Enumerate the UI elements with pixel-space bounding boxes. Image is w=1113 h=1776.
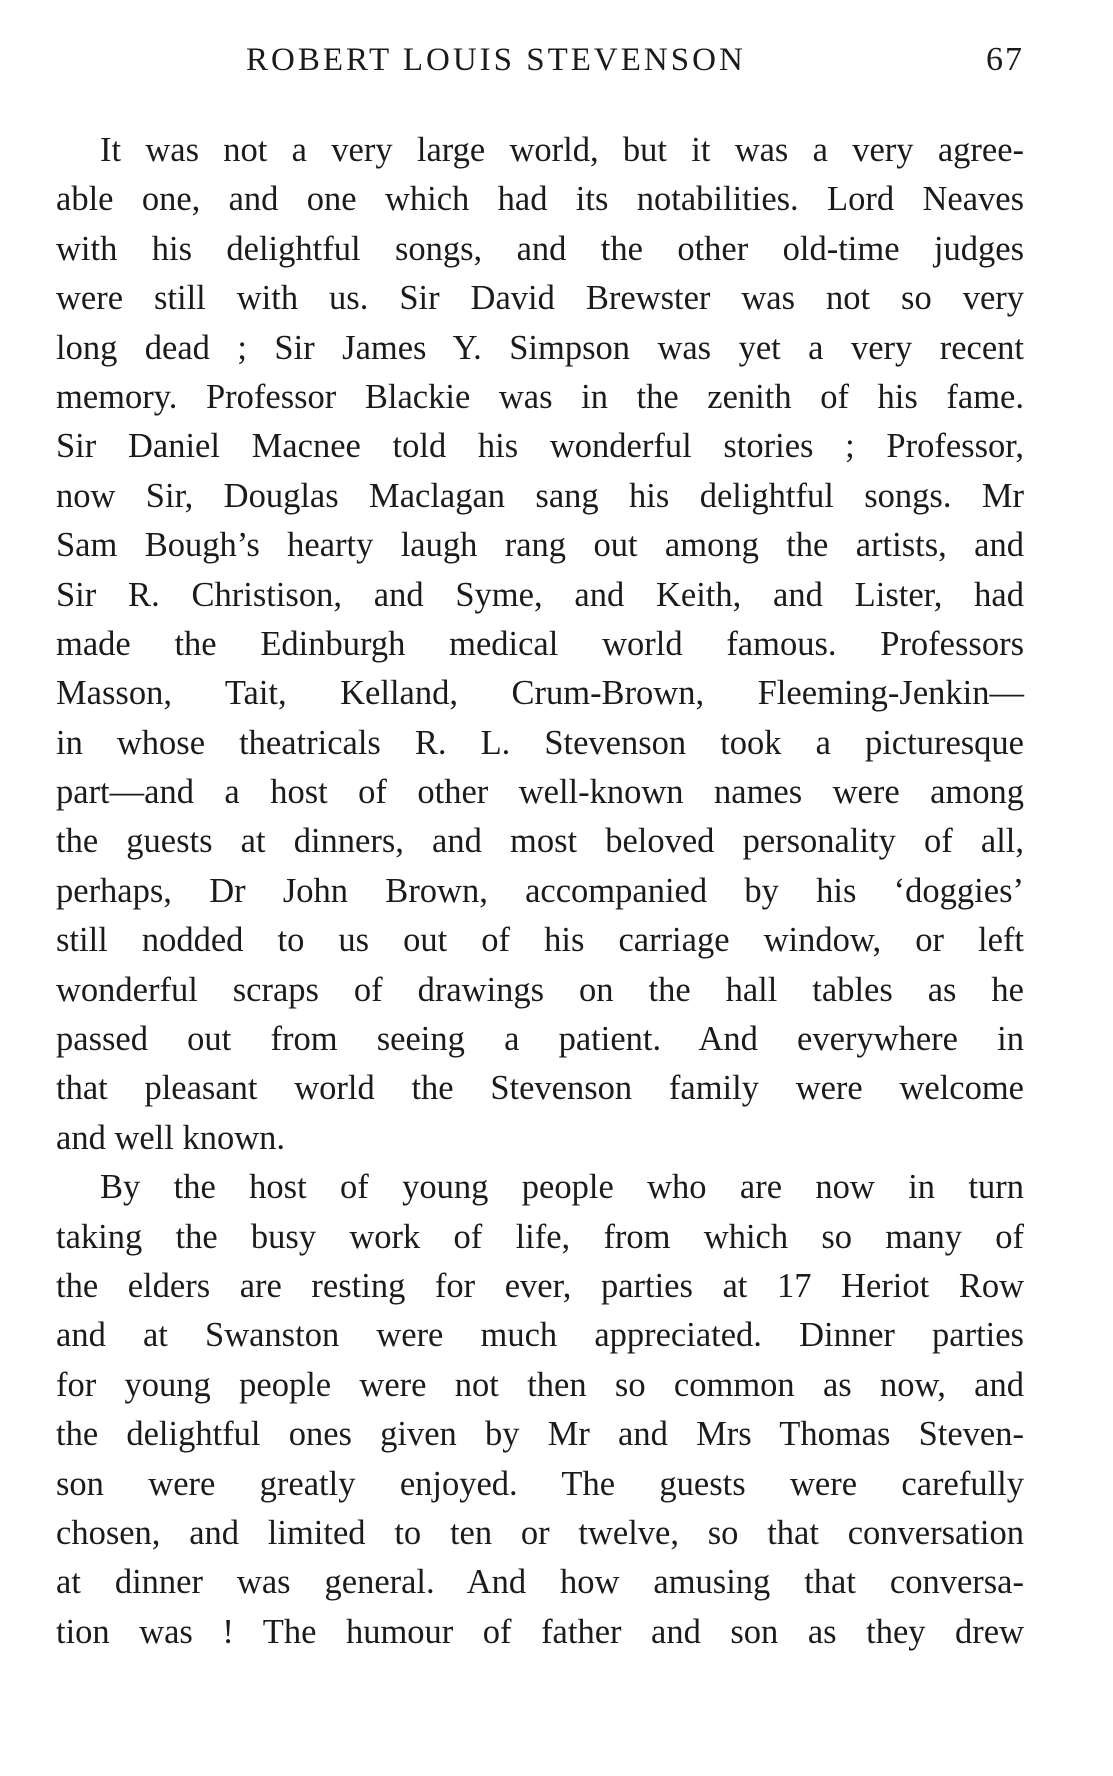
text-line: at dinner was general. And how amusing that conversa- xyxy=(56,1563,1024,1602)
paragraph-2 xyxy=(56,1163,1024,1657)
text-line: for young people were not then so common as now, and xyxy=(56,1365,1024,1404)
running-title: ROBERT LOUIS STEVENSON xyxy=(246,42,746,78)
text-line: and well known. xyxy=(56,1118,286,1157)
text-line: taking the busy work of life, from which so many of xyxy=(56,1217,1024,1256)
text-line: were still with us. Sir David Brewster was not so very xyxy=(56,279,1024,318)
text-line: the elders are resting for ever, parties at 17 Heriot Row xyxy=(56,1266,1024,1305)
text-line: with his delightful songs, and the other old-time judges xyxy=(56,229,1024,268)
text-line: memory. Professor Blackie was in the zenith of his fame. xyxy=(56,377,1024,416)
text-line: the delightful ones given by Mr and Mrs Thomas Steven- xyxy=(56,1415,1024,1454)
text-line: now Sir, Douglas Maclagan sang his delightful songs. Mr xyxy=(56,476,1024,515)
text-line: that pleasant world the Stevenson family were welcome xyxy=(56,1069,1024,1108)
text-line: Sir Daniel Macnee told his wonderful stories ; Professor, xyxy=(56,427,1024,466)
text-line: By the host of young people who are now in turn xyxy=(100,1168,1024,1207)
text-line: part—and a host of other well-known names were among xyxy=(56,773,1024,812)
text-line: still nodded to us out of his carriage window, or left xyxy=(56,921,1024,960)
text-line: Masson, Tait, Kelland, Crum-Brown, Fleeming-Jenkin— xyxy=(56,674,1024,713)
text-line: Sir R. Christison, and Syme, and Keith, and Lister, had xyxy=(56,575,1024,614)
text-line: passed out from seeing a patient. And everywhere in xyxy=(56,1020,1024,1059)
paragraph-1 xyxy=(56,126,1024,1163)
text-line: long dead ; Sir James Y. Simpson was yet a very recent xyxy=(56,328,1024,367)
text-line: in whose theatricals R. L. Stevenson took a picturesque xyxy=(56,723,1024,762)
text-line: Sam Bough’s hearty laugh rang out among the artists, and xyxy=(56,526,1024,565)
running-head xyxy=(56,38,1024,82)
text-line: the guests at dinners, and most beloved personality of all, xyxy=(56,822,1024,861)
text-line: chosen, and limited to ten or twelve, so that conversation xyxy=(56,1513,1024,1552)
text-line: perhaps, Dr John Brown, accompanied by his ‘doggies’ xyxy=(56,871,1024,910)
text-line: It was not a very large world, but it was a very agree- xyxy=(100,131,1024,169)
text-line: made the Edinburgh medical world famous. Professors xyxy=(56,624,1024,663)
text-line: able one, and one which had its notabilities. Lord Neaves xyxy=(56,180,1024,219)
text-line: son were greatly enjoyed. The guests were carefully xyxy=(56,1464,1024,1503)
body-text xyxy=(56,126,1024,1657)
text-line: tion was ! The humour of father and son as they drew xyxy=(56,1612,1024,1651)
page-number: 67 xyxy=(986,41,1024,78)
text-line: wonderful scraps of drawings on the hall tables as he xyxy=(56,970,1024,1009)
text-line: and at Swanston were much appreciated. Dinner parties xyxy=(56,1316,1024,1355)
